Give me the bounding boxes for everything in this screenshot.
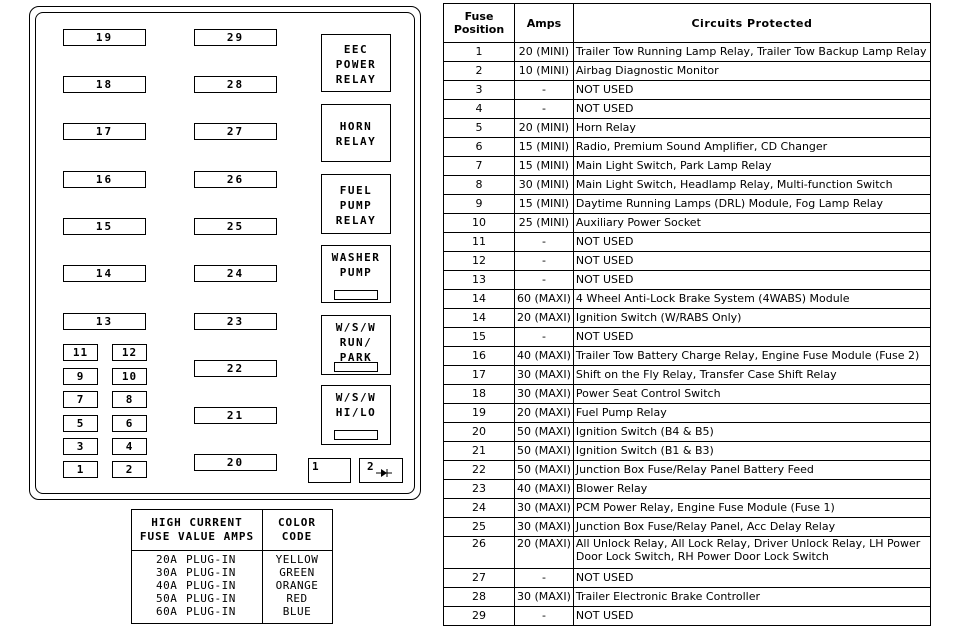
circuits-cell: NOT USED [573, 81, 930, 100]
header-circuits: Circuits Protected [573, 4, 930, 43]
legend-color: ORANGE [275, 579, 319, 592]
table-row [444, 252, 931, 271]
table-row [444, 290, 931, 309]
table-row [444, 423, 931, 442]
legend-row [132, 605, 332, 618]
fuse-position-cell: 12 [444, 252, 515, 271]
amps-cell: 10 (MINI) [515, 62, 574, 81]
relay-slot [334, 290, 378, 300]
fuse-position-cell: 24 [444, 499, 515, 518]
table-row [444, 442, 931, 461]
fuse-position-cell: 25 [444, 518, 515, 537]
amps-cell: 20 (MAXI) [515, 309, 574, 328]
table-row [444, 176, 931, 195]
table-row [444, 480, 931, 499]
table-row [444, 309, 931, 328]
table-row [444, 100, 931, 119]
fuse-position-cell: 20 [444, 423, 515, 442]
fuse-position-cell: 7 [444, 157, 515, 176]
wsw-hilo-relay [321, 385, 391, 445]
relay-label: HI/LO [335, 406, 377, 419]
amps-cell: - [515, 607, 574, 626]
fuse-8: 8 [112, 391, 147, 408]
circuits-cell: NOT USED [573, 328, 930, 347]
fuse-position-cell: 14 [444, 309, 515, 328]
table-row [444, 588, 931, 607]
circuits-cell: Radio, Premium Sound Amplifier, CD Changer [573, 138, 930, 157]
amps-cell: 20 (MAXI) [515, 404, 574, 423]
circuits-cell: Ignition Switch (W/RABS Only) [573, 309, 930, 328]
table-row [444, 537, 931, 569]
legend-row [132, 566, 332, 579]
fuse-10: 10 [112, 368, 147, 385]
legend-amps: 20A [156, 553, 178, 566]
legend-rows [132, 553, 332, 618]
circuits-cell: NOT USED [573, 569, 930, 588]
table-row [444, 385, 931, 404]
fuse-24: 24 [194, 265, 277, 282]
amps-cell: 30 (MAXI) [515, 385, 574, 404]
amps-cell: 20 (MINI) [515, 43, 574, 62]
legend-amps: 40A [156, 579, 178, 592]
fuse-13: 13 [63, 313, 146, 330]
table-row [444, 461, 931, 480]
header-amps: Amps [515, 4, 574, 43]
legend-row [132, 553, 332, 566]
fuse-position-cell: 2 [444, 62, 515, 81]
fuse-11: 11 [63, 344, 98, 361]
fuse-21: 21 [194, 407, 277, 424]
relay-slot [334, 362, 378, 372]
table-row [444, 138, 931, 157]
bottom-box-2-label: 2 [367, 460, 374, 473]
table-row [444, 271, 931, 290]
washer-pump-relay [321, 245, 391, 303]
amps-cell: 15 (MINI) [515, 195, 574, 214]
fuse-position-cell: 16 [444, 347, 515, 366]
fuse-3: 3 [63, 438, 98, 455]
relay-label: POWER [335, 58, 377, 71]
amps-cell: 30 (MAXI) [515, 518, 574, 537]
fuse-position-cell: 6 [444, 138, 515, 157]
legend-divider-h [132, 550, 332, 551]
table-row [444, 404, 931, 423]
circuits-cell: Main Light Switch, Park Lamp Relay [573, 157, 930, 176]
circuits-cell: Trailer Electronic Brake Controller [573, 588, 930, 607]
circuits-cell: Daytime Running Lamps (DRL) Module, Fog Lamp Relay [573, 195, 930, 214]
relay-slot [334, 430, 378, 440]
fuse-25: 25 [194, 218, 277, 235]
table-row [444, 195, 931, 214]
amps-cell: 50 (MAXI) [515, 442, 574, 461]
table-row [444, 518, 931, 537]
fuse-position-cell: 15 [444, 328, 515, 347]
circuits-cell: Junction Box Fuse/Relay Panel, Acc Delay Relay [573, 518, 930, 537]
amps-cell: - [515, 271, 574, 290]
circuits-cell: Ignition Switch (B4 & B5) [573, 423, 930, 442]
circuits-cell: 4 Wheel Anti-Lock Brake System (4WABS) Module [573, 290, 930, 309]
relay-label: RELAY [335, 73, 377, 86]
circuits-cell: All Unlock Relay, All Lock Relay, Driver Unlock Relay, LH Power Door Lock Switch, RH Power Door Lock Switch [573, 537, 930, 569]
table-row [444, 499, 931, 518]
fuse-9: 9 [63, 368, 98, 385]
fuse-position-cell: 8 [444, 176, 515, 195]
amps-cell: 30 (MAXI) [515, 499, 574, 518]
amps-cell: - [515, 328, 574, 347]
fuse-28: 28 [194, 76, 277, 93]
circuits-cell: Junction Box Fuse/Relay Panel Battery Feed [573, 461, 930, 480]
fuse-23: 23 [194, 313, 277, 330]
circuits-cell: NOT USED [573, 252, 930, 271]
circuits-cell: Power Seat Control Switch [573, 385, 930, 404]
fuse-12: 12 [112, 344, 147, 361]
fuse-position-cell: 29 [444, 607, 515, 626]
table-row [444, 214, 931, 233]
fuse-position-cell: 9 [444, 195, 515, 214]
amps-cell: 15 (MINI) [515, 138, 574, 157]
table-row [444, 62, 931, 81]
amps-cell: - [515, 233, 574, 252]
amps-cell: 40 (MAXI) [515, 480, 574, 499]
legend-color: GREEN [279, 566, 315, 579]
fuse-29: 29 [194, 29, 277, 46]
amps-cell: 30 (MAXI) [515, 366, 574, 385]
amps-cell: - [515, 100, 574, 119]
fuse-color-legend [131, 509, 333, 624]
fuse-18: 18 [63, 76, 146, 93]
legend-row [132, 592, 332, 605]
diode-icon [376, 468, 392, 478]
legend-amps: 50A [156, 592, 178, 605]
table-row [444, 81, 931, 100]
relay-label: HORN [339, 120, 373, 133]
legend-amps: 60A [156, 605, 178, 618]
table-row [444, 328, 931, 347]
amps-cell: 50 (MAXI) [515, 423, 574, 442]
legend-header-line: HIGH CURRENT [151, 516, 243, 529]
header-fuse-position: Fuse Position [444, 4, 515, 43]
fuse-position-cell: 1 [444, 43, 515, 62]
relay-label: EEC [343, 43, 369, 56]
circuits-cell: Shift on the Fly Relay, Transfer Case Shift Relay [573, 366, 930, 385]
fuse-15: 15 [63, 218, 146, 235]
bottom-box-1 [308, 458, 351, 483]
amps-cell: 50 (MAXI) [515, 461, 574, 480]
relay-label: PARK [339, 351, 373, 364]
fuse-position-cell: 27 [444, 569, 515, 588]
bottom-box-2 [359, 458, 403, 483]
circuits-cell: NOT USED [573, 607, 930, 626]
circuits-cell: NOT USED [573, 233, 930, 252]
amps-cell: - [515, 81, 574, 100]
table-body [444, 43, 931, 626]
fuse-14: 14 [63, 265, 146, 282]
amps-cell: - [515, 569, 574, 588]
fuse-5: 5 [63, 415, 98, 432]
legend-type: PLUG-IN [186, 566, 236, 579]
amps-cell: 20 (MAXI) [515, 537, 574, 569]
table-row [444, 43, 931, 62]
relay-label: W/S/W [335, 391, 377, 404]
circuits-cell: PCM Power Relay, Engine Fuse Module (Fuse 1) [573, 499, 930, 518]
fuse-19: 19 [63, 29, 146, 46]
amps-cell: 25 (MINI) [515, 214, 574, 233]
legend-header-line: FUSE VALUE AMPS [139, 530, 255, 543]
bottom-box-1-label: 1 [312, 460, 319, 473]
legend-type: PLUG-IN [186, 553, 236, 566]
fuse-position-cell: 23 [444, 480, 515, 499]
legend-color: RED [286, 592, 308, 605]
legend-color: YELLOW [275, 553, 319, 566]
relay-label: W/S/W [335, 321, 377, 334]
relay-label: WASHER [331, 251, 381, 264]
table-row [444, 607, 931, 626]
circuits-cell: Main Light Switch, Headlamp Relay, Multi-function Switch [573, 176, 930, 195]
eec-power-relay [321, 34, 391, 92]
circuits-cell: Ignition Switch (B1 & B3) [573, 442, 930, 461]
fuse-position-cell: 13 [444, 271, 515, 290]
circuits-cell: NOT USED [573, 271, 930, 290]
fuse-position-cell: 22 [444, 461, 515, 480]
amps-cell: 60 (MAXI) [515, 290, 574, 309]
fuse-position-cell: 14 [444, 290, 515, 309]
legend-type: PLUG-IN [186, 579, 236, 592]
amps-cell: 30 (MAXI) [515, 588, 574, 607]
fuse-17: 17 [63, 123, 146, 140]
fuse-position-cell: 4 [444, 100, 515, 119]
table-row [444, 157, 931, 176]
table-row [444, 569, 931, 588]
circuits-cell: NOT USED [573, 100, 930, 119]
circuits-cell: Fuel Pump Relay [573, 404, 930, 423]
legend-amps: 30A [156, 566, 178, 579]
fuse-position-cell: 11 [444, 233, 515, 252]
relay-label: FUEL [339, 184, 373, 197]
relay-label: RELAY [335, 135, 377, 148]
amps-cell: 15 (MINI) [515, 157, 574, 176]
fuse-position-cell: 17 [444, 366, 515, 385]
fuse-2: 2 [112, 461, 147, 478]
fuse-assignment-table [443, 3, 931, 626]
legend-row [132, 579, 332, 592]
fuse-1: 1 [63, 461, 98, 478]
table-header-row [444, 4, 931, 43]
amps-cell: - [515, 252, 574, 271]
amps-cell: 30 (MINI) [515, 176, 574, 195]
fuse-position-cell: 5 [444, 119, 515, 138]
amps-cell: 40 (MAXI) [515, 347, 574, 366]
horn-relay [321, 104, 391, 162]
fuse-position-cell: 26 [444, 537, 515, 569]
fuse-4: 4 [112, 438, 147, 455]
legend-header-line: CODE [281, 530, 313, 543]
relay-label: PUMP [339, 199, 373, 212]
legend-header-line: COLOR [277, 516, 317, 529]
fuse-26: 26 [194, 171, 277, 188]
table-row [444, 366, 931, 385]
legend-header-left [132, 516, 262, 544]
wsw-run-park-relay [321, 315, 391, 375]
circuits-cell: Trailer Tow Running Lamp Relay, Trailer Tow Backup Lamp Relay [573, 43, 930, 62]
fuse-6: 6 [112, 415, 147, 432]
fuse-20: 20 [194, 454, 277, 471]
fuse-22: 22 [194, 360, 277, 377]
fuse-27: 27 [194, 123, 277, 140]
table-row [444, 233, 931, 252]
fuse-16: 16 [63, 171, 146, 188]
fuse-position-cell: 21 [444, 442, 515, 461]
fuel-pump-relay [321, 174, 391, 234]
fuse-position-cell: 18 [444, 385, 515, 404]
circuits-cell: Auxiliary Power Socket [573, 214, 930, 233]
circuits-cell: Airbag Diagnostic Monitor [573, 62, 930, 81]
fuse-position-cell: 19 [444, 404, 515, 423]
relay-label: RELAY [335, 214, 377, 227]
fuse-position-cell: 28 [444, 588, 515, 607]
table-row [444, 119, 931, 138]
circuits-cell: Trailer Tow Battery Charge Relay, Engine Fuse Module (Fuse 2) [573, 347, 930, 366]
amps-cell: 20 (MINI) [515, 119, 574, 138]
fuse-position-cell: 3 [444, 81, 515, 100]
fuse-7: 7 [63, 391, 98, 408]
circuits-cell: Horn Relay [573, 119, 930, 138]
circuits-cell: Blower Relay [573, 480, 930, 499]
legend-type: PLUG-IN [186, 605, 236, 618]
table-row [444, 347, 931, 366]
legend-header-right [262, 516, 332, 544]
legend-type: PLUG-IN [186, 592, 236, 605]
fuse-position-cell: 10 [444, 214, 515, 233]
legend-color: BLUE [282, 605, 312, 618]
relay-label: PUMP [339, 266, 373, 279]
relay-label: RUN/ [339, 336, 373, 349]
